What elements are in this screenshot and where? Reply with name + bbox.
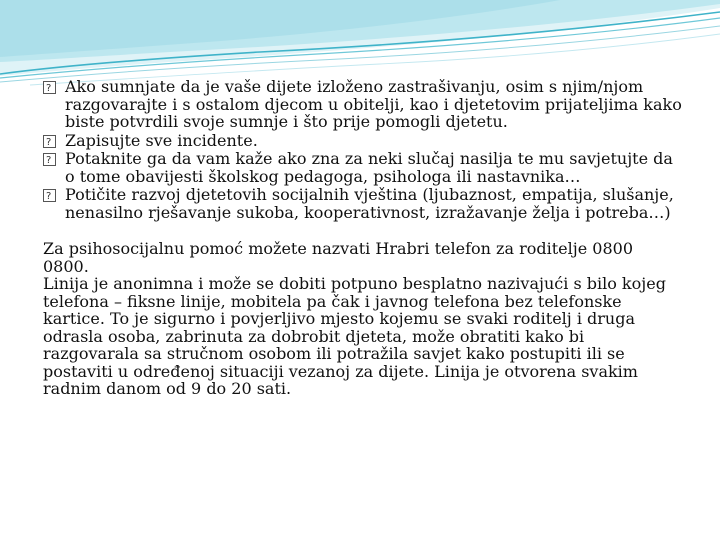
bullet-text: Potičite razvoj djetetovih socijalnih vještina (ljubaznost, empatija, slušanje, nenasilno rješavanje sukoba, kooperativnost, izražavanje želja i potreba…) <box>65 185 674 222</box>
spacer <box>43 222 683 240</box>
bullet-list <box>43 78 683 221</box>
bullet-text: Zapisujte sve incidente. <box>65 130 258 150</box>
bullet-item <box>43 186 683 221</box>
slide-content <box>43 78 683 398</box>
bullet-item <box>43 78 683 131</box>
replacement-char-icon <box>43 135 56 148</box>
bullet-item <box>43 150 683 185</box>
replacement-char-icon <box>43 153 56 166</box>
replacement-char-icon <box>43 81 56 94</box>
bullet-text: Potaknite ga da vam kaže ako zna za neki slučaj nasilja te mu savjetujte da o tome obavijesti školskog pedagoga, psihologa ili nastavnika… <box>65 149 673 186</box>
bullet-text: Ako sumnjate da je vaše dijete izloženo zastrašivanju, osim s njim/njom razgovarajte i s ostalom djecom u obitelji, kao i djetetovim prijateljima kako biste potvrdili svoje sumnje i što prije pomogli djetetu. <box>65 77 682 131</box>
replacement-char-icon <box>43 189 56 202</box>
bullet-item <box>43 132 683 150</box>
hotline-info-paragraph: Linija je anonimna i može se dobiti potpuno besplatno nazivajući s bilo kojeg telefona – fiksne linije, mobitela pa čak i javnog telefona bez telefonske kartice. To je sigurno i povjerljivo mjesto kojemu se svaki roditelj i druga odrasla osoba, zabrinuta za dobrobit djeteta, može obratiti kako bi razgovarala sa stručnom osobom ili potražila savjet kako postupiti ili se postaviti u određenoj situaciji vezanoj za dijete. Linija je otvorena svakim radnim danom od 9 do 20 sati. <box>43 274 666 398</box>
hotline-paragraph: Za psihosocijalnu pomoć možete nazvati Hrabri telefon za roditelje 0800 0800. <box>43 239 633 276</box>
